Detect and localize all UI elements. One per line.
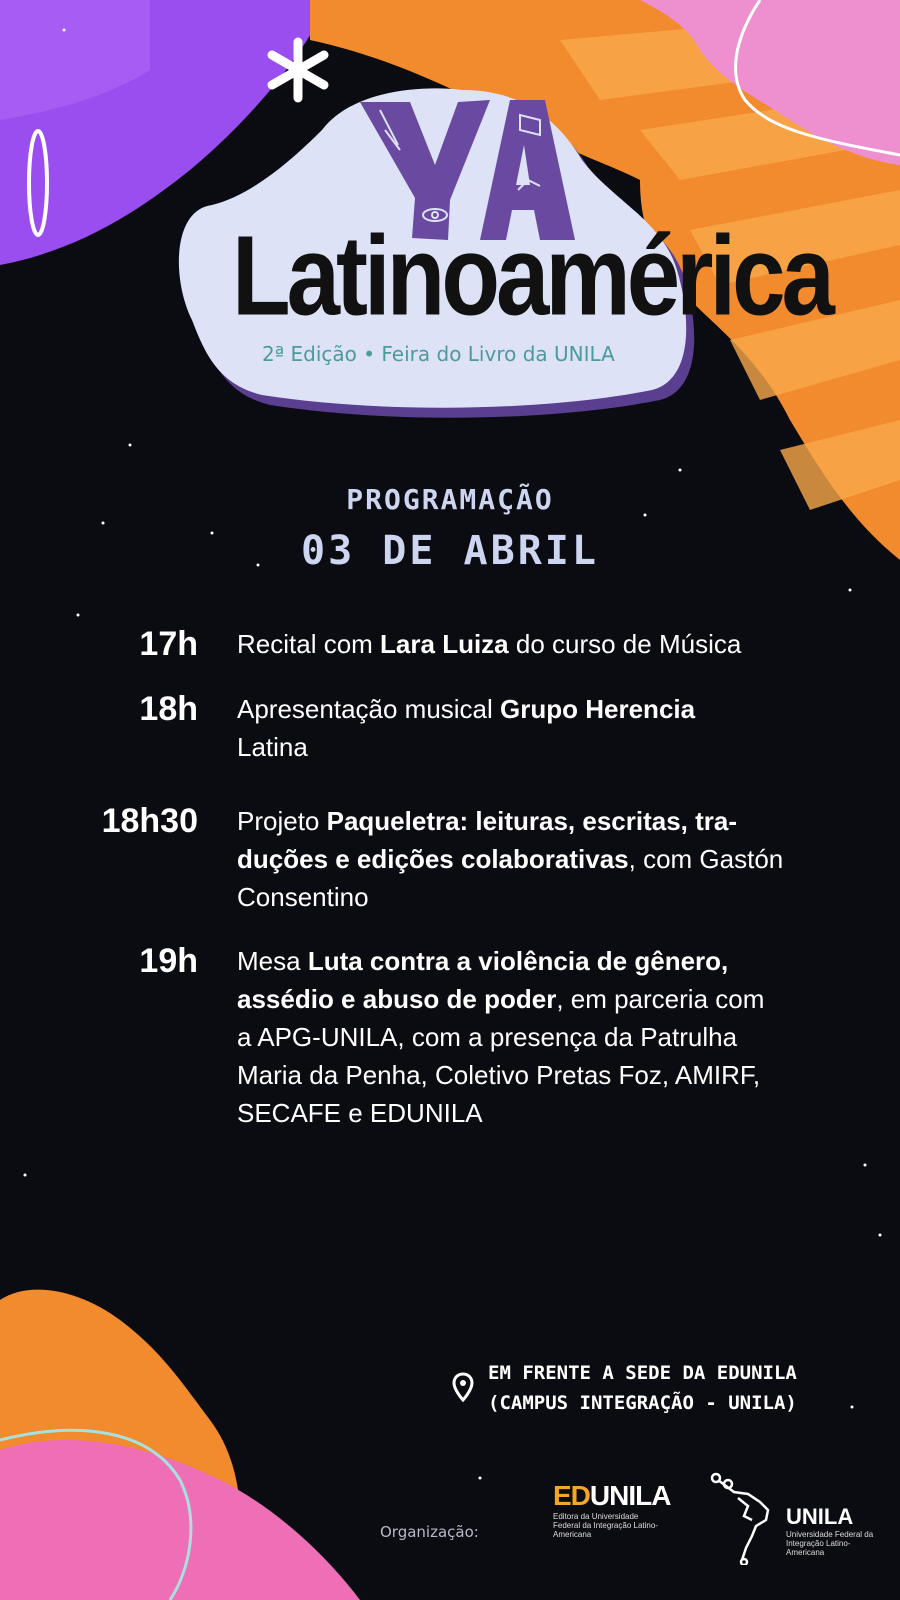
location-text — [488, 1358, 888, 1418]
desc-bold: Grupo Herencia — [500, 694, 696, 724]
event-description — [237, 690, 807, 766]
desc-text: Recital com — [237, 629, 381, 659]
desc-text: do curso de Música — [508, 629, 742, 659]
program-title: PROGRAMAÇÃO — [346, 483, 554, 516]
event-description — [237, 625, 807, 663]
desc-text: Apresentação musical — [237, 694, 501, 724]
location-line-1: EM FRENTE A SEDE DA EDUNILA — [488, 1362, 797, 1384]
edunila-mark-unila: UNILA — [589, 1480, 671, 1511]
event-time: 18h30 — [101, 802, 198, 840]
event-logo — [0, 0, 900, 420]
logo-subtitle: 2ª Edição • Feira do Livro da UNILA — [262, 342, 615, 366]
event-time: 17h — [139, 625, 198, 663]
edunila-tagline: Editora da Universidade Federal da Integração Latino-Americana — [553, 1512, 658, 1539]
desc-text: , com Gastón Consentino — [237, 844, 784, 912]
desc-text: Mesa — [237, 946, 308, 976]
unila-tagline: Universidade Federal da Integração Latino-Americana — [786, 1530, 874, 1557]
edunila-mark-ed: ED — [553, 1480, 590, 1511]
desc-text: Latina — [237, 732, 308, 762]
event-description — [237, 802, 807, 916]
desc-text: , em parceria com a APG-UNILA, com a presença da Patrulha Maria da Penha, Coletivo Pretas Foz, AMIRF, SECAFE e EDUNILA — [237, 984, 765, 1128]
organization-label: Organização: — [380, 1523, 479, 1541]
unila-logo — [708, 1470, 874, 1565]
unila-name: UNILA — [786, 1504, 854, 1529]
desc-text: Projeto — [237, 806, 327, 836]
edunila-logo — [553, 1480, 683, 1550]
desc-bold: Lara Luiza — [380, 629, 509, 659]
location-line-2: (CAMPUS INTEGRAÇÃO - UNILA) — [488, 1392, 797, 1414]
program-date: 03 DE ABRIL — [301, 528, 599, 574]
event-time: 19h — [139, 942, 198, 980]
desc-bold: Paqueletra: leituras, escritas, tra- duções e edições colaborativas — [237, 806, 738, 874]
event-description — [237, 942, 807, 1132]
map-pin-icon — [452, 1372, 474, 1402]
desc-bold: Luta contra a violência de gênero, assédio e abuso de poder — [237, 946, 729, 1014]
logo-title: Latinoamérica — [232, 213, 831, 340]
latin-america-map-icon — [708, 1470, 784, 1565]
event-time: 18h — [139, 690, 198, 728]
